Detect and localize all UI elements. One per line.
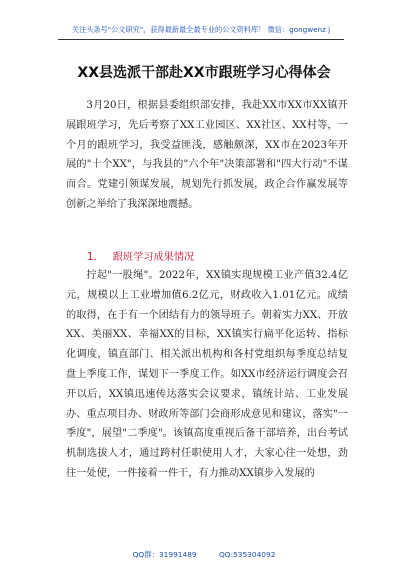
- footer-qq-group: QQ群：31991489: [132, 550, 197, 559]
- section-heading-text: 跟班学习成果情况: [112, 252, 195, 263]
- footer-qq: QQ:535304092: [218, 550, 276, 559]
- document-title: XX县选派干部赴XX市跟班学习心得体会: [77, 65, 331, 81]
- footer-contact: [0, 549, 408, 560]
- section-heading: [87, 251, 194, 265]
- section-number: 1.: [87, 252, 97, 263]
- paragraph-intro: 3月20日，根据县委组织部安排，我赴XX市XX市XX镇开展跟班学习，先后考察了XX工业园区、XX社区、XX村等，一个月的跟班学习，我受益匪浅，感触颇深，XX市在2023年开展的"十个XX"，与我县的"六个年"决策部署和"四大行动"不谋而合。党建引领谋发展，规划先行抓发展，政企合作赢发展等创新之举给了我深深地震撼。: [66, 100, 348, 210]
- paragraph-results: 拧起"一股绳"。2022年，XX镇实现规模工业产值32.4亿元，规模以上工业增加值6.2亿元，财政收入1.01亿元。成绩的取得，在于有一个团结有力的领导班子。朝着实力XX、开放XX、美丽XX、幸福XX的目标，XX镇实行扁平化运转、指标化调度，镇直部门、相关派出机构和各村党组织每季度总结复盘上季度工作，谋划下一季度工作。如XX市经济运行调度会召开以后，XX镇迅速传达落实会议要求，镇统计站、工业发展办、重点项目办、财政所等部门会商形成意见和建议，落实"一季度"，展望"二季度"。该镇高度重视后备干部培养，出台考试机制选拔人才，通过跨村任职使用人才，大家心往一处想，劲往一处使，一件接着一件干，有力推动XX镇步入发展的: [66, 270, 348, 479]
- header-divider: [58, 39, 344, 40]
- promo-banner: 关注头条号"公文研究"，获得最新最全最专业的公文资料库！ 微信：gongwenz j: [71, 25, 331, 34]
